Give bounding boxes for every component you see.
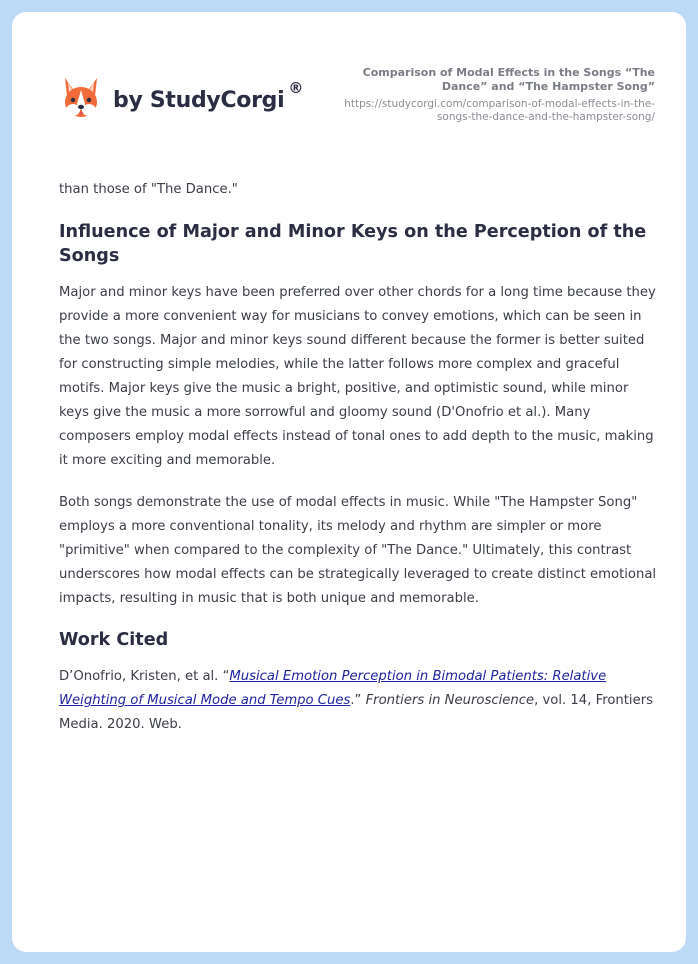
corgi-logo-icon <box>61 76 101 120</box>
citation-author: D’Onofrio, Kristen, et al. “ <box>59 669 230 684</box>
document-title: Comparison of Modal Effects in the Songs “The Dance” and “The Hampster Song” <box>362 66 655 93</box>
section-heading-work-cited: Work Cited <box>59 630 169 650</box>
citation-title-link[interactable]: Musical Emotion Perception in Bimodal Patients: Relative Weighting of Musical Mode and Tempo Cues <box>59 669 607 708</box>
document-page <box>12 12 686 952</box>
paragraph-major-minor: Major and minor keys have been preferred over other chords for a long time because they provide a more convenient way for musicians to convey emotions, which can be seen in the two songs. Major and minor keys sound different because the former is better suited for constructing simple melodies, while the latter follows more complex and graceful motifs. Major keys give the music a bright, positive, and optimistic sound, while minor keys give the music a more sorrowful and gloomy sound (D'Onofrio et al.). Many composers employ modal effects instead of tonal ones to add depth to the music, making it more exciting and memorable. <box>59 285 656 468</box>
citation-rest: , vol. 14, Frontiers Media. 2020. Web. <box>59 693 654 732</box>
citation-after-title: .” <box>350 693 366 708</box>
citation-journal: Frontiers in Neuroscience <box>365 693 535 708</box>
paragraph-both-songs: Both songs demonstrate the use of modal effects in music. While "The Hampster Song" employs a more conventional tonality, its melody and rhythm are simpler or more "primitive" when compared to the complexity of "The Dance." Ultimately, this contrast underscores how modal effects can be strategically leveraged to create distinct emotional impacts, resulting in music that is both unique and memorable. <box>59 495 657 606</box>
logo-text: by StudyCorgi <box>113 87 285 113</box>
studycorgi-logo[interactable] <box>61 76 303 120</box>
section-heading-keys: Influence of Major and Minor Keys on the Perception of the Songs <box>59 222 647 266</box>
intro-fragment: than those of "The Dance." <box>59 182 238 197</box>
document-meta <box>315 66 655 124</box>
registered-mark: ® <box>288 79 304 97</box>
citation-entry <box>59 665 659 737</box>
document-url[interactable]: https://studycorgi.com/comparison-of-modal-effects-in-the-songs-the-dance-and-the-hampster-song/ <box>344 98 655 123</box>
page-header <box>12 12 686 152</box>
document-body <box>59 178 659 737</box>
